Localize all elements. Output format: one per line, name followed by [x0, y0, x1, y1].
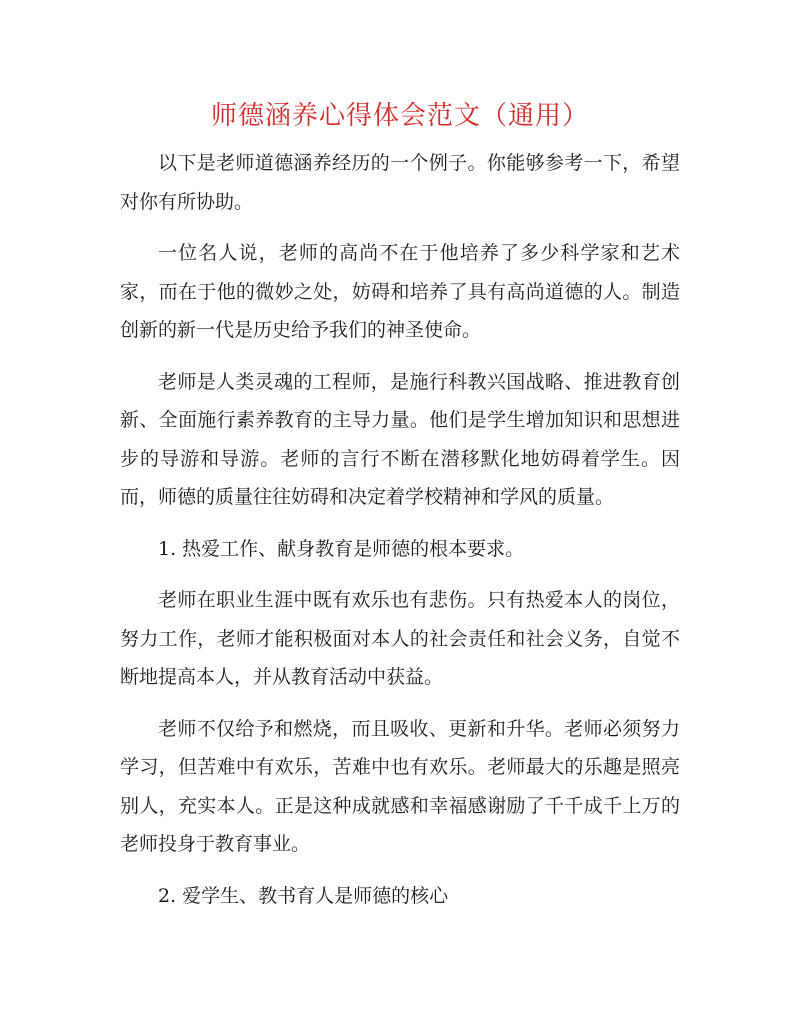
intro-paragraph: 以下是老师道德涵养经历的一个例子。你能够参考一下，希望对你有所协助。	[120, 152, 680, 213]
section-heading-1: 1. 热爱工作、献身教育是师德的根本要求。	[158, 537, 525, 560]
body-paragraph: 老师在职业生涯中既有欢乐也有悲伤。只有热爱本人的岗位，努力工作，老师才能积极面对本人的社会责任和社会义务，自觉不断地提高本人，并从教育活动中获益。	[120, 589, 680, 688]
document-title: 师德涵养心得体会范文（通用）	[210, 101, 589, 131]
body-paragraph: 老师不仅给予和燃烧，而且吸收、更新和升华。老师必须努力学习，但苦难中有欢乐，苦难中也有欢乐。老师最大的乐趣是照亮别人，充实本人。正是这种成就感和幸福感谢励了千千成千上万的老师投身于教育事业。	[120, 717, 680, 855]
body-paragraph: 一位名人说，老师的高尚不在于他培养了多少科学家和艺术家，而在于他的微妙之处，妨碍和培养了具有高尚道德的人。制造创新的新一代是历史给予我们的神圣使命。	[120, 242, 680, 341]
document-body	[120, 144, 680, 928]
body-paragraph: 老师是人类灵魂的工程师，是施行科教兴国战略、推进教育创新、全面施行素养教育的主导力量。他们是学生增加知识和思想进步的导游和导游。老师的言行不断在潜移默化地妨碍着学生。因而，师德的质量往往妨碍和决定着学校精神和学风的质量。	[120, 370, 680, 508]
section-heading-2: 2. 爱学生、教书育人是师德的核心	[158, 884, 449, 907]
